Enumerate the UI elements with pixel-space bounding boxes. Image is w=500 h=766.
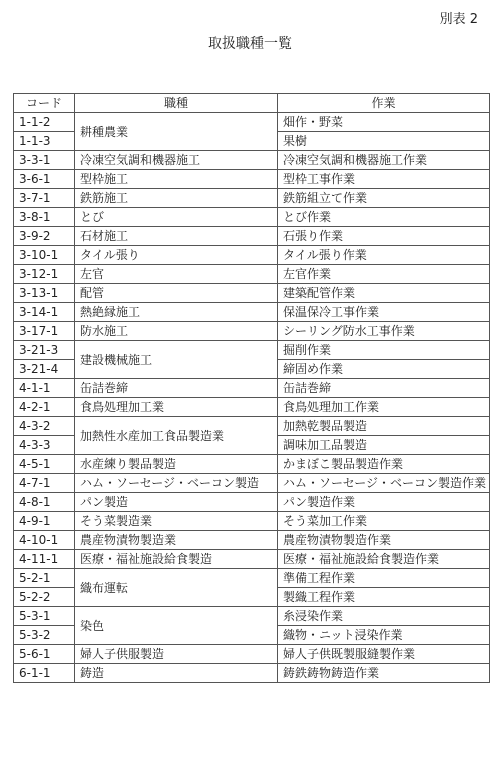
table-row	[14, 607, 490, 626]
cell-work: 畑作・野菜	[278, 113, 490, 132]
table-row	[14, 303, 490, 322]
table-row	[14, 569, 490, 588]
cell-work: とび作業	[278, 208, 490, 227]
cell-occupation: そう菜製造業	[75, 512, 278, 531]
cell-code: 5-3-1	[14, 607, 75, 626]
table-row	[14, 227, 490, 246]
cell-code: 1-1-2	[14, 113, 75, 132]
cell-code: 4-3-3	[14, 436, 75, 455]
cell-occupation: タイル張り	[75, 246, 278, 265]
cell-occupation: 型枠施工	[75, 170, 278, 189]
cell-occupation: 婦人子供服製造	[75, 645, 278, 664]
table-row	[14, 664, 490, 683]
cell-occupation: 石材施工	[75, 227, 278, 246]
table-header-row	[14, 94, 490, 113]
cell-work: タイル張り作業	[278, 246, 490, 265]
table-row	[14, 322, 490, 341]
cell-occupation: ハム・ソーセージ・ベーコン製造	[75, 474, 278, 493]
cell-occupation: 農産物漬物製造業	[75, 531, 278, 550]
occupation-table	[13, 93, 490, 683]
cell-occupation: 水産練り製品製造	[75, 455, 278, 474]
page-title: 取扱職種一覧	[208, 36, 292, 52]
cell-code: 4-8-1	[14, 493, 75, 512]
table-row	[14, 113, 490, 132]
cell-work: 糸浸染作業	[278, 607, 490, 626]
table-row	[14, 208, 490, 227]
cell-occupation: 缶詰巻締	[75, 379, 278, 398]
table-row	[14, 531, 490, 550]
cell-work: パン製造作業	[278, 493, 490, 512]
table-row	[14, 189, 490, 208]
cell-occupation: 織布運転	[75, 569, 278, 607]
cell-code: 6-1-1	[14, 664, 75, 683]
cell-occupation: 鉄筋施工	[75, 189, 278, 208]
cell-work: 果樹	[278, 132, 490, 151]
cell-work: 婦人子供既製服縫製作業	[278, 645, 490, 664]
cell-work: 準備工程作業	[278, 569, 490, 588]
cell-occupation: 左官	[75, 265, 278, 284]
table-row	[14, 645, 490, 664]
cell-work: 型枠工事作業	[278, 170, 490, 189]
cell-work: 医療・福祉施設給食製造作業	[278, 550, 490, 569]
cell-work: 締固め作業	[278, 360, 490, 379]
header-occupation: 職種	[75, 94, 278, 113]
cell-work: 缶詰巻締	[278, 379, 490, 398]
cell-work: 織物・ニット浸染作業	[278, 626, 490, 645]
cell-code: 3-17-1	[14, 322, 75, 341]
cell-work: そう菜加工作業	[278, 512, 490, 531]
cell-code: 3-21-3	[14, 341, 75, 360]
cell-work: 鋳鉄鋳物鋳造作業	[278, 664, 490, 683]
cell-work: 石張り作業	[278, 227, 490, 246]
cell-occupation: 鋳造	[75, 664, 278, 683]
cell-code: 3-6-1	[14, 170, 75, 189]
table-row	[14, 265, 490, 284]
header-code: コード	[14, 94, 75, 113]
cell-code: 3-7-1	[14, 189, 75, 208]
cell-work: 加熱乾製品製造	[278, 417, 490, 436]
cell-code: 4-2-1	[14, 398, 75, 417]
cell-occupation: 防水施工	[75, 322, 278, 341]
cell-work: シーリング防水工事作業	[278, 322, 490, 341]
cell-work: 左官作業	[278, 265, 490, 284]
cell-code: 5-6-1	[14, 645, 75, 664]
cell-work: 調味加工品製造	[278, 436, 490, 455]
cell-code: 5-3-2	[14, 626, 75, 645]
cell-code: 3-3-1	[14, 151, 75, 170]
cell-work: 冷凍空気調和機器施工作業	[278, 151, 490, 170]
table-row	[14, 341, 490, 360]
table-row	[14, 455, 490, 474]
cell-occupation: とび	[75, 208, 278, 227]
cell-work: かまぼこ製品製造作業	[278, 455, 490, 474]
cell-occupation: 食鳥処理加工業	[75, 398, 278, 417]
table-row	[14, 512, 490, 531]
cell-code: 3-13-1	[14, 284, 75, 303]
cell-work: 農産物漬物製造作業	[278, 531, 490, 550]
cell-work: 建築配管作業	[278, 284, 490, 303]
cell-code: 4-1-1	[14, 379, 75, 398]
cell-work: 鉄筋組立て作業	[278, 189, 490, 208]
cell-code: 3-9-2	[14, 227, 75, 246]
table-row	[14, 474, 490, 493]
cell-work: 食鳥処理加工作業	[278, 398, 490, 417]
cell-occupation: 耕種農業	[75, 113, 278, 151]
cell-occupation: 配管	[75, 284, 278, 303]
cell-code: 3-10-1	[14, 246, 75, 265]
table-row	[14, 398, 490, 417]
cell-code: 3-12-1	[14, 265, 75, 284]
cell-code: 4-9-1	[14, 512, 75, 531]
cell-code: 3-21-4	[14, 360, 75, 379]
cell-code: 3-14-1	[14, 303, 75, 322]
table-row	[14, 170, 490, 189]
table-row	[14, 284, 490, 303]
table-body	[14, 113, 490, 683]
table-row	[14, 550, 490, 569]
cell-occupation: 熱絶縁施工	[75, 303, 278, 322]
cell-work: 製織工程作業	[278, 588, 490, 607]
cell-occupation: 建設機械施工	[75, 341, 278, 379]
table-row	[14, 417, 490, 436]
cell-code: 5-2-1	[14, 569, 75, 588]
cell-occupation: 医療・福祉施設給食製造	[75, 550, 278, 569]
cell-code: 4-3-2	[14, 417, 75, 436]
cell-occupation: 加熱性水産加工食品製造業	[75, 417, 278, 455]
cell-code: 5-2-2	[14, 588, 75, 607]
cell-code: 4-7-1	[14, 474, 75, 493]
cell-code: 4-10-1	[14, 531, 75, 550]
cell-work: ハム・ソーセージ・ベーコン製造作業	[278, 474, 490, 493]
cell-work: 掘削作業	[278, 341, 490, 360]
cell-work: 保温保冷工事作業	[278, 303, 490, 322]
cell-occupation: 冷凍空気調和機器施工	[75, 151, 278, 170]
table-row	[14, 246, 490, 265]
cell-code: 4-11-1	[14, 550, 75, 569]
cell-code: 1-1-3	[14, 132, 75, 151]
table-row	[14, 493, 490, 512]
table-row	[14, 379, 490, 398]
cell-code: 4-5-1	[14, 455, 75, 474]
cell-occupation: 染色	[75, 607, 278, 645]
table-row	[14, 151, 490, 170]
header-work: 作業	[278, 94, 490, 113]
appendix-label: 別表 2	[439, 12, 478, 27]
cell-code: 3-8-1	[14, 208, 75, 227]
cell-occupation: パン製造	[75, 493, 278, 512]
